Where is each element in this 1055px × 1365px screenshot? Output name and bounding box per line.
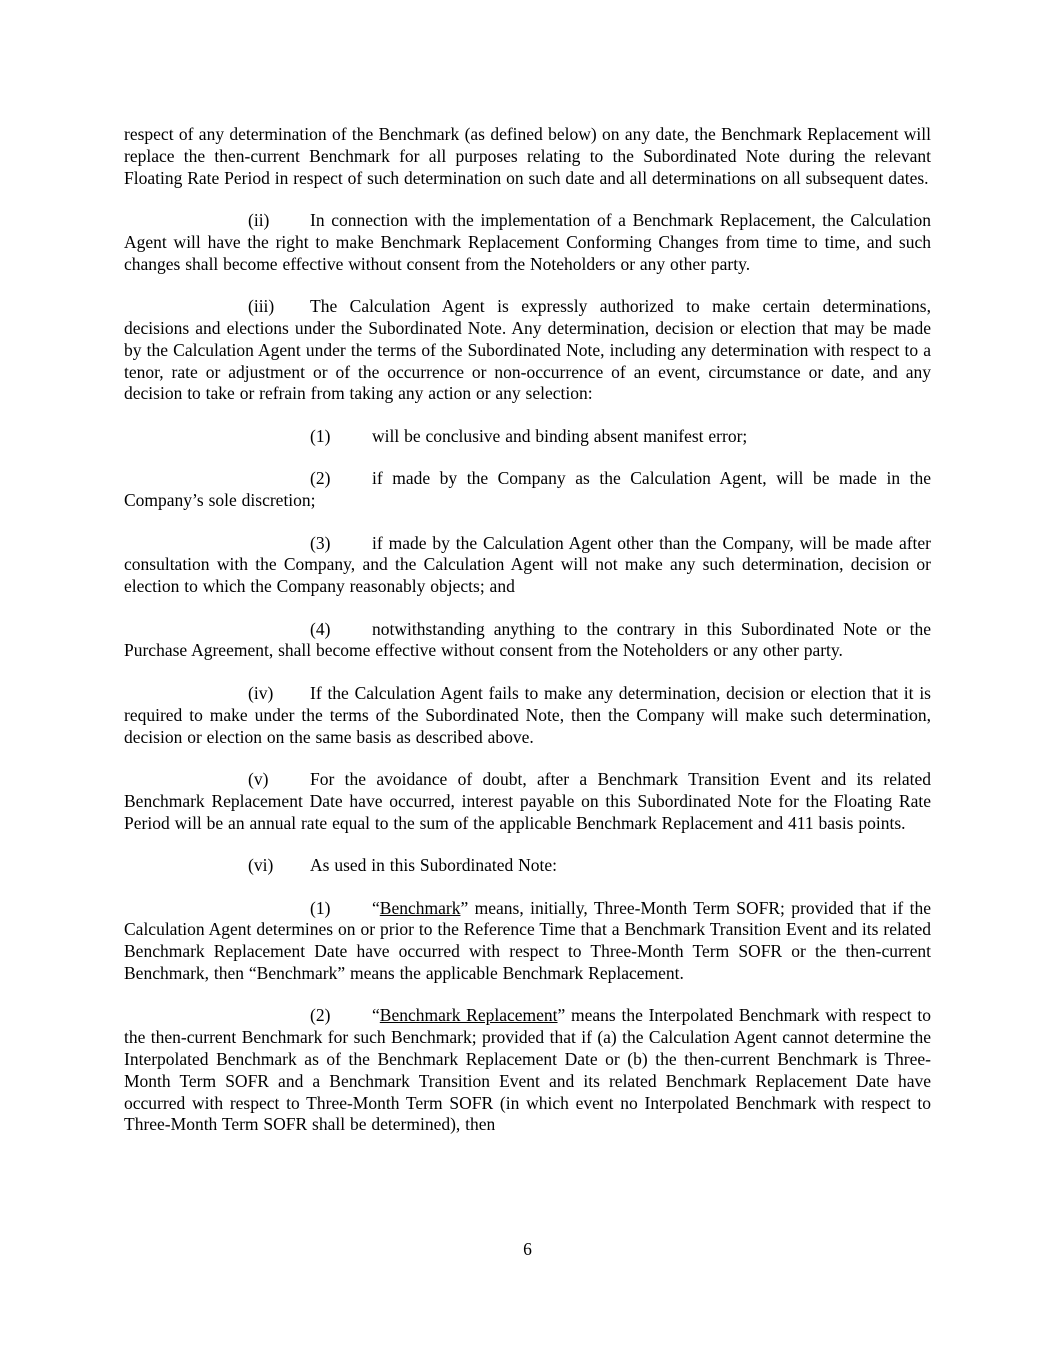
paragraph-number: (ii) [248, 210, 270, 231]
paragraph-number: (vi) [248, 855, 274, 876]
paragraph-iii-4 [124, 619, 931, 663]
paragraph-number: (1) [310, 897, 331, 918]
paragraph-text: will be conclusive and binding absent manifest error; [372, 425, 748, 446]
paragraph-text: respect of any determination of the Benchmark (as defined below) on any date, the Benchmark Replacement will replace the then-current Benchmark for all purposes relating to the Subordinated Note during the relevant Floating Rate Period in respect of such determination on such date and all determinations on all subsequent dates. [124, 124, 931, 188]
defined-term-benchmark-replacement: Benchmark Replacement [379, 1005, 558, 1026]
paragraph-iii [124, 296, 931, 405]
defined-term-benchmark: Benchmark [379, 897, 461, 918]
paragraph-text: ” means the Interpolated Benchmark with respect to the then-current Benchmark for such Benchmark; provided that if (a) the Calculation Agent cannot determine the Interpolated Benchmark as of the Benchmark Replacement Date or (b) the then-current Benchmark is Three-Month Term SOFR and a Benchmark Transition Event and its related Benchmark Replacement Date have occurred with respect to Three-Month Term SOFR (in which event no Interpolated Benchmark with respect to Three-Month Term SOFR shall be determined), then [124, 1005, 931, 1135]
paragraph-text: ” means, initially, Three-Month Term SOFR; provided that if the Calculation Agent determines on or prior to the Reference Time that a Benchmark Transition Event and its related Benchmark Replacement Date have occurred with respect to Three-Month Term SOFR or the then-current Benchmark, then “Benchmark” means the applicable Benchmark Replacement. [124, 897, 931, 983]
document-page [124, 124, 931, 1157]
paragraph-number: (iv) [248, 682, 274, 703]
paragraph-iv [124, 683, 931, 748]
paragraph-iii-3 [124, 533, 931, 598]
paragraph-number: (v) [248, 769, 269, 790]
paragraph-text: As used in this Subordinated Note: [310, 855, 557, 876]
paragraph-text: notwithstanding anything to the contrary in this Subordinated Note or the Purchase Agreement, shall become effective without consent from the Noteholders or any other party. [124, 618, 931, 661]
paragraph-text: In connection with the implementation of a Benchmark Replacement, the Calculation Agent will have the right to make Benchmark Replacement Conforming Changes from time to time, and such changes shall become effective without consent from the Noteholders or any other party. [124, 210, 931, 274]
continuation-paragraph [124, 124, 931, 189]
paragraph-v [124, 769, 931, 834]
paragraph-vi [124, 855, 931, 877]
paragraph-iii-2 [124, 468, 931, 512]
paragraph-ii [124, 210, 931, 275]
open-quote: “ [372, 1005, 380, 1026]
paragraph-text: if made by the Company as the Calculation Agent, will be made in the Company’s sole discretion; [124, 468, 931, 511]
paragraph-number: (2) [310, 468, 331, 489]
paragraph-number: (iii) [248, 296, 275, 317]
paragraph-iii-1 [124, 426, 931, 448]
paragraph-text: if made by the Calculation Agent other than the Company, will be made after consultation with the Company, and the Calculation Agent will not make any such determination, decision or election to which the Company reasonably objects; and [124, 532, 931, 597]
paragraph-text: The Calculation Agent is expressly authorized to make certain determinations, decisions and elections under the Subordinated Note. Any determination, decision or election that may be made by the Calculation Agent under the terms of the Subordinated Note, including any determination with respect to a tenor, rate or adjustment or of the occurrence or non-occurrence of an event, circumstance or date, and any decision to take or refrain from taking any action or any selection: [124, 296, 931, 404]
open-quote: “ [372, 897, 380, 918]
paragraph-number: (1) [310, 425, 331, 446]
paragraph-vi-2 [124, 1005, 931, 1136]
paragraph-text: For the avoidance of doubt, after a Benchmark Transition Event and its related Benchmark Replacement Date have occurred, interest payable on this Subordinated Note for the Floating Rate Period will be an annual rate equal to the sum of the applicable Benchmark Replacement and 411 basis points. [124, 769, 931, 833]
paragraph-vi-1 [124, 898, 931, 985]
paragraph-number: (4) [310, 618, 331, 639]
page-number: 6 [523, 1239, 532, 1259]
paragraph-number: (3) [310, 532, 331, 553]
paragraph-number: (2) [310, 1005, 331, 1026]
paragraph-text: If the Calculation Agent fails to make any determination, decision or election that it is required to make under the terms of the Subordinated Note, then the Company will make such determination, decision or election on the same basis as described above. [124, 682, 931, 747]
